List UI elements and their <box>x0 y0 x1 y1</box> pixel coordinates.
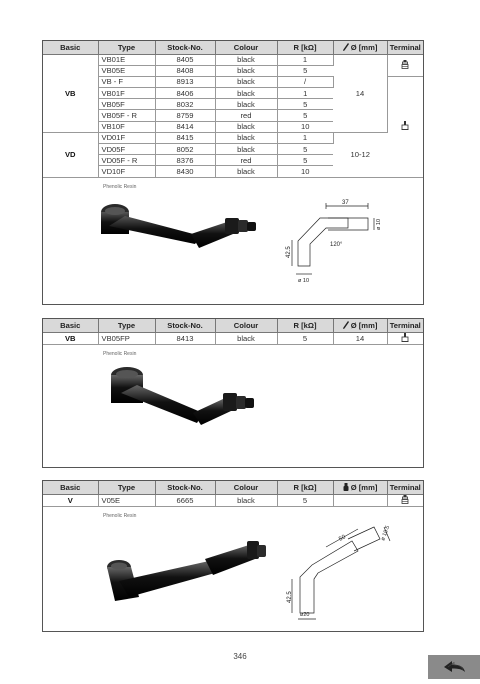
stock-cell: 8052 <box>155 144 215 155</box>
header-diameter-label: Ø [mm] <box>350 42 378 52</box>
material-label: Phenolic Resin <box>103 512 137 519</box>
stock-cell: 8415 <box>155 132 215 143</box>
header-diameter-label: Ø [mm] <box>350 320 378 330</box>
resistance-cell: 10 <box>277 166 333 177</box>
product-media-1 <box>43 178 423 302</box>
back-button[interactable] <box>428 655 480 679</box>
header-resistance: R [kΩ] <box>277 319 333 332</box>
diameter-cell: 10-12 <box>333 132 387 177</box>
dim-angle: 120° <box>330 241 343 248</box>
colour-cell: black <box>215 132 277 143</box>
type-cell: VB05FP <box>98 332 155 344</box>
header-colour: Colour <box>215 319 277 332</box>
basic-cell: VB <box>43 332 98 344</box>
colour-cell: black <box>215 99 277 110</box>
resistance-cell: 1 <box>277 54 333 65</box>
dim-diameter-bottom: ø20 <box>300 611 310 618</box>
colour-cell: red <box>215 155 277 166</box>
product-media-3 <box>43 507 423 633</box>
type-cell: VB10F <box>98 121 155 132</box>
stock-cell: 8406 <box>155 88 215 99</box>
terminal-cell <box>387 494 423 506</box>
dim-length: 50 <box>338 533 347 543</box>
dimension-drawing <box>288 196 398 286</box>
header-type: Type <box>98 481 155 494</box>
terminal-icon <box>401 333 409 342</box>
spec-block-vb-vd <box>42 40 424 305</box>
basic-cell: V <box>43 494 98 506</box>
resistance-cell: 5 <box>277 110 333 121</box>
colour-cell: black <box>215 144 277 155</box>
dimension-drawing <box>288 521 398 621</box>
resistance-cell: 5 <box>277 155 333 166</box>
type-cell: VD10F <box>98 166 155 177</box>
header-basic: Basic <box>43 481 98 494</box>
stock-cell: 8408 <box>155 65 215 76</box>
header-terminal: Terminal <box>387 41 423 54</box>
resistance-cell: / <box>277 76 333 87</box>
type-cell: VB01F <box>98 88 155 99</box>
header-resistance: R [kΩ] <box>277 481 333 494</box>
terminal-icon <box>401 495 409 504</box>
header-colour: Colour <box>215 41 277 54</box>
terminal-icon <box>401 121 409 130</box>
product-media-2 <box>43 345 423 469</box>
diameter-cell <box>333 494 387 506</box>
type-cell: VB01E <box>98 54 155 65</box>
diameter-cell: 14 <box>333 54 387 132</box>
stock-cell: 8413 <box>155 332 215 344</box>
header-basic: Basic <box>43 41 98 54</box>
type-cell: VD01F <box>98 132 155 143</box>
header-type: Type <box>98 41 155 54</box>
stock-cell: 8913 <box>155 76 215 87</box>
type-cell: VB05F - R <box>98 110 155 121</box>
table-header-row <box>43 481 423 494</box>
header-basic: Basic <box>43 319 98 332</box>
basic-cell: VD <box>43 132 98 177</box>
header-type: Type <box>98 319 155 332</box>
spark-plug-cap-photo <box>103 363 273 443</box>
pencil-icon <box>343 321 349 329</box>
dim-height: 42.5 <box>286 245 292 258</box>
colour-cell: black <box>215 88 277 99</box>
colour-cell: black <box>215 166 277 177</box>
stock-cell: 8405 <box>155 54 215 65</box>
colour-cell: red <box>215 110 277 121</box>
spec-table-1 <box>43 41 423 178</box>
stock-cell: 8376 <box>155 155 215 166</box>
dim-diameter-top: ø 10.5 <box>380 524 392 542</box>
table-row <box>43 54 423 65</box>
colour-cell: black <box>215 494 277 506</box>
colour-cell: black <box>215 65 277 76</box>
material-label: Phenolic Resin <box>103 183 137 190</box>
stock-cell: 8430 <box>155 166 215 177</box>
colour-cell: black <box>215 76 277 87</box>
diameter-cell: 14 <box>333 332 387 344</box>
dim-diameter-bottom: ø 10 <box>298 277 310 284</box>
header-diameter-label: Ø [mm] <box>350 482 378 492</box>
header-stock: Stock-No. <box>155 319 215 332</box>
resistance-cell: 5 <box>277 332 333 344</box>
header-diameter <box>333 41 387 54</box>
spec-table-2 <box>43 319 423 345</box>
colour-cell: black <box>215 332 277 344</box>
header-diameter <box>333 319 387 332</box>
resistance-cell: 5 <box>277 144 333 155</box>
spec-table-3 <box>43 481 423 507</box>
table-row <box>43 332 423 344</box>
back-arrow-icon <box>428 655 480 679</box>
dim-diameter-top: ø 10 <box>376 218 382 230</box>
type-cell: V05E <box>98 494 155 506</box>
stock-cell: 8759 <box>155 110 215 121</box>
pencil-icon <box>343 43 349 51</box>
header-colour: Colour <box>215 481 277 494</box>
header-diameter <box>333 481 387 494</box>
colour-cell: black <box>215 121 277 132</box>
resistance-cell: 5 <box>277 99 333 110</box>
spec-block-v05e <box>42 480 424 632</box>
material-label: Phenolic Resin <box>103 350 137 357</box>
header-terminal: Terminal <box>387 481 423 494</box>
colour-cell: black <box>215 54 277 65</box>
table-row <box>43 132 423 143</box>
plug-icon <box>343 483 349 491</box>
type-cell: VB - F <box>98 76 155 87</box>
stock-cell: 6665 <box>155 494 215 506</box>
spark-plug-cap-photo <box>95 200 265 270</box>
resistance-cell: 1 <box>277 88 333 99</box>
table-header-row <box>43 41 423 54</box>
dim-length: 37 <box>342 199 349 206</box>
header-resistance: R [kΩ] <box>277 41 333 54</box>
type-cell: VD05F - R <box>98 155 155 166</box>
stock-cell: 8414 <box>155 121 215 132</box>
table-row <box>43 494 423 506</box>
resistance-cell: 5 <box>277 494 333 506</box>
table-header-row <box>43 319 423 332</box>
page-number: 346 <box>233 652 247 661</box>
resistance-cell: 5 <box>277 65 333 76</box>
resistance-cell: 1 <box>277 132 333 143</box>
basic-cell: VB <box>43 54 98 132</box>
resistance-cell: 10 <box>277 121 333 132</box>
terminal-cell <box>387 332 423 344</box>
header-stock: Stock-No. <box>155 41 215 54</box>
spec-block-vb05fp <box>42 318 424 468</box>
header-stock: Stock-No. <box>155 481 215 494</box>
dim-height: 42.5 <box>287 590 293 603</box>
type-cell: VB05E <box>98 65 155 76</box>
terminal-cell <box>387 76 423 177</box>
stock-cell: 8032 <box>155 99 215 110</box>
terminal-cell <box>387 54 423 76</box>
header-terminal: Terminal <box>387 319 423 332</box>
terminal-icon <box>401 60 409 69</box>
type-cell: VB05F <box>98 99 155 110</box>
type-cell: VD05F <box>98 144 155 155</box>
spark-plug-cap-photo <box>99 523 269 613</box>
